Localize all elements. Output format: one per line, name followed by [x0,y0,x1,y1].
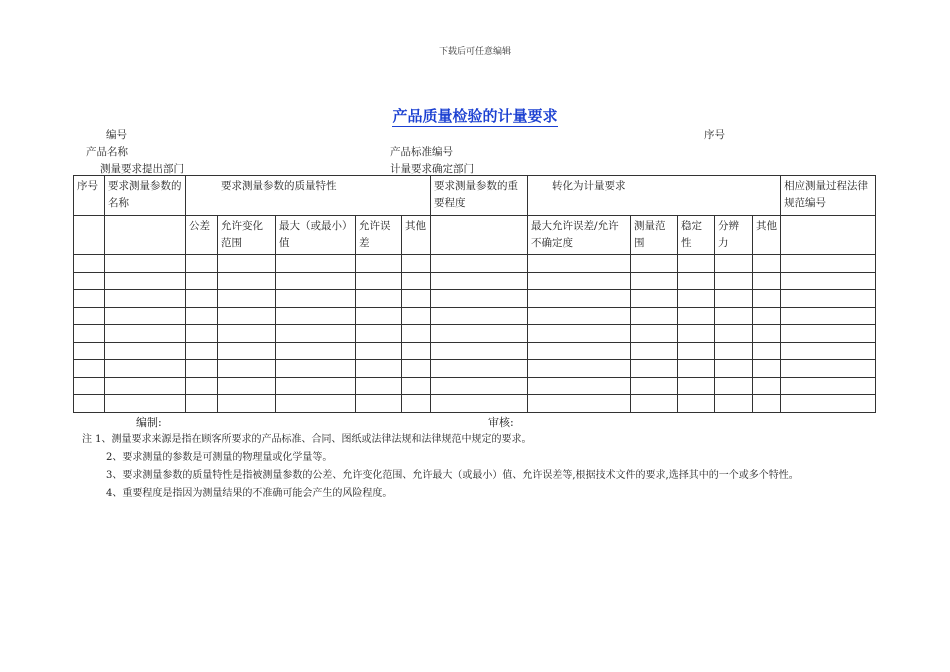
serial-label: 序号 [704,129,725,141]
table-cell [402,342,431,360]
table-cell [356,395,402,413]
table-cell [186,395,218,413]
table-cell [74,395,105,413]
number-label: 编号 [106,129,127,141]
table-cell [431,272,528,290]
product-std-no-label: 产品标准编号 [390,146,453,158]
table-cell [356,325,402,343]
table-cell [528,377,631,395]
table-cell [276,360,356,378]
table-cell [276,290,356,308]
table-cell [528,272,631,290]
header-allow-err: 允许误差 [356,216,402,255]
table-cell [781,255,876,273]
table-cell [528,395,631,413]
table-cell [186,342,218,360]
table-cell [431,395,528,413]
table-cell [218,290,276,308]
table-cell [431,377,528,395]
table-cell [631,307,678,325]
table-cell [105,255,186,273]
table-cell [402,255,431,273]
title-text: 产品质量检验的计量要求 [392,107,558,125]
table-cell [74,307,105,325]
table-cell [781,325,876,343]
table-cell [715,360,753,378]
header-stability: 稳定性 [678,216,715,255]
table-cell [678,272,715,290]
table-cell [356,342,402,360]
table-cell [186,272,218,290]
table-cell [431,307,528,325]
table-cell [186,377,218,395]
table-cell [678,342,715,360]
measurement-table [73,175,876,413]
table-cell [276,272,356,290]
header-max-err: 最大允许误差/允许不确定度 [528,216,631,255]
table-cell [105,307,186,325]
table-cell [753,395,781,413]
header-maxmin: 最大（或最小）值 [276,216,356,255]
table-row [74,307,876,325]
table-cell [218,307,276,325]
table-cell [276,395,356,413]
header-param-name: 要求测量参数的名称 [105,176,186,216]
table-cell [528,325,631,343]
table-cell [186,325,218,343]
table-cell [402,290,431,308]
table-cell [356,290,402,308]
table-cell [276,307,356,325]
table-cell [781,342,876,360]
table-cell [753,307,781,325]
table-row [74,395,876,413]
table-cell [678,290,715,308]
table-cell [356,377,402,395]
table-cell [631,342,678,360]
note-1: 注 1、测量要求来源是指在顾客所要求的产品标准、合同、图纸或法律法规和法律规范中规定的要求。 [82,434,532,445]
table-cell [74,255,105,273]
table-cell [431,325,528,343]
table-cell [431,342,528,360]
table-cell [105,342,186,360]
notes-section [82,432,882,504]
table-cell [631,325,678,343]
table-cell [402,360,431,378]
table-cell [753,290,781,308]
table-cell [402,307,431,325]
table-cell [276,325,356,343]
table-cell [528,307,631,325]
table-cell [678,395,715,413]
note-2: 2、要求测量的参数是可测量的物理量或化学量等。 [106,452,333,463]
table-cell [715,307,753,325]
table-row [74,290,876,308]
table-cell [781,290,876,308]
header-resolution: 分辨力 [715,216,753,255]
header-other1: 其他 [402,216,431,255]
table-cell [528,290,631,308]
product-name-label: 产品名称 [86,146,128,158]
table-cell [356,307,402,325]
table-cell [276,342,356,360]
table-cell [781,272,876,290]
dept-propose-label: 测量要求提出部门 [100,163,184,175]
table-cell [631,360,678,378]
table-cell [105,325,186,343]
table-cell [74,342,105,360]
table-cell [631,272,678,290]
table-cell [74,377,105,395]
table-cell [753,255,781,273]
table-cell [631,395,678,413]
table-cell [218,342,276,360]
table-cell [356,360,402,378]
table-cell [105,360,186,378]
table-cell [105,395,186,413]
table-cell [402,377,431,395]
table-cell [218,325,276,343]
table-cell [715,272,753,290]
table-cell [186,255,218,273]
table-cell [402,395,431,413]
table-cell [356,272,402,290]
table-row [74,272,876,290]
table-cell [678,325,715,343]
header-range: 允许变化范围 [218,216,276,255]
table-cell [74,272,105,290]
table-cell [431,290,528,308]
table-cell [678,360,715,378]
table-cell [715,325,753,343]
page-title [0,105,950,126]
table-cell [715,290,753,308]
table-cell [218,377,276,395]
table-cell [631,377,678,395]
note-4: 4、重要程度是指因为测量结果的不准确可能会产生的风险程度。 [106,488,393,499]
table-cell [105,290,186,308]
table-cell [186,360,218,378]
header-quality-char: 要求测量参数的质量特性 [186,176,431,216]
table-cell [781,360,876,378]
header-seq: 序号 [74,176,105,216]
table-cell [781,307,876,325]
table-cell [753,272,781,290]
table-row [74,255,876,273]
table-cell [753,325,781,343]
table-cell [218,255,276,273]
reviewer-label: 审核: [488,416,514,429]
table-cell [781,395,876,413]
table-cell [678,377,715,395]
table-cell [715,395,753,413]
table-row [74,325,876,343]
table-cell [528,342,631,360]
table-cell [186,290,218,308]
table-cell [402,325,431,343]
top-note: 下载后可任意编辑 [438,47,511,57]
table-cell [186,307,218,325]
header-tolerance: 公差 [186,216,218,255]
table-cell [715,255,753,273]
table-cell [402,272,431,290]
table-cell [218,272,276,290]
table-cell [753,377,781,395]
header-other2: 其他 [753,216,781,255]
table-cell [431,360,528,378]
table-cell [678,255,715,273]
table-row [74,360,876,378]
header-importance: 要求测量参数的重要程度 [431,176,528,216]
editor-label: 编制: [136,416,162,429]
table-cell [781,377,876,395]
table-cell [431,255,528,273]
table-cell [678,307,715,325]
table-cell [356,255,402,273]
table-cell [276,377,356,395]
table-cell [631,255,678,273]
table-cell [218,395,276,413]
table-row [74,377,876,395]
table-cell [528,255,631,273]
table-cell [528,360,631,378]
note-3: 3、要求测量参数的质量特性是指被测量参数的公差、允许变化范围、允许最大（或最小）值、允许误差等,根据技术文件的要求,选择其中的一个或多个特性。 [106,470,799,481]
table-cell [74,325,105,343]
header-process: 相应测量过程法律规范编号 [781,176,876,216]
table-row [74,342,876,360]
table-cell [715,342,753,360]
table-cell [74,360,105,378]
table-cell [74,290,105,308]
header-meas-range: 测量范围 [631,216,678,255]
dept-confirm-label: 计量要求确定部门 [390,163,474,175]
table-cell [715,377,753,395]
header-convert: 转化为计量要求 [528,176,781,216]
table-cell [105,272,186,290]
table-cell [105,377,186,395]
table-cell [753,342,781,360]
table-cell [276,255,356,273]
table-cell [218,360,276,378]
table-cell [631,290,678,308]
table-cell [753,360,781,378]
